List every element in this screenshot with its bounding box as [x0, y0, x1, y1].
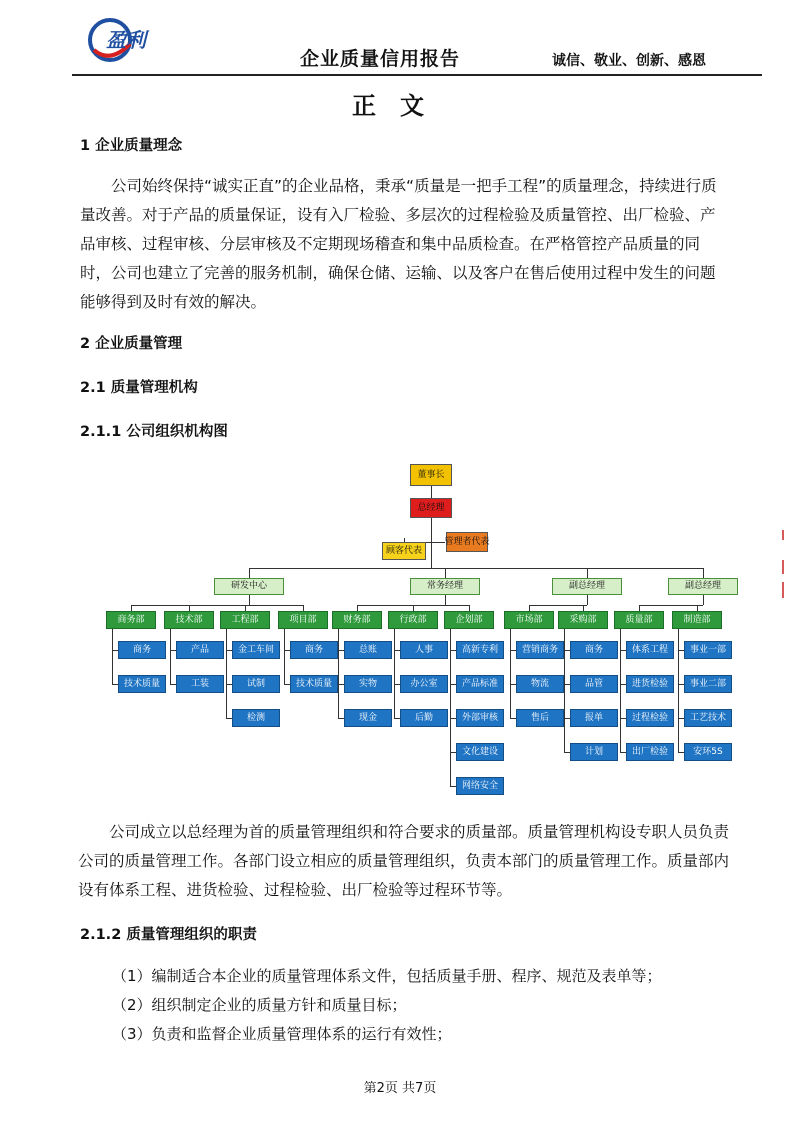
section-1-title: 1 企业质量理念 [80, 138, 183, 154]
org-connector [131, 605, 303, 606]
org-dept-3-unit-1: 金工车间 [232, 641, 280, 659]
org-connector [445, 568, 446, 578]
org-dept-7-unit-5: 网络安全 [456, 777, 504, 795]
org-connector [639, 605, 703, 606]
org-center-3: 副总经理 [552, 578, 622, 595]
duty-item-2: （2）组织制定企业的质量方针和质量目标； [112, 996, 407, 1014]
org-dept-2-unit-1: 产品 [176, 641, 224, 659]
org-center-1: 研发中心 [214, 578, 284, 595]
section-2-1-2-title: 2.1.2 质量管理组织的职责 [80, 927, 257, 943]
company-motto: 诚信、敬业、创新、感恩 [552, 53, 706, 69]
org-connector [529, 605, 587, 606]
org-dept-10-unit-4: 出厂检验 [626, 743, 674, 761]
org-dept-5-unit-1: 总账 [344, 641, 392, 659]
org-dept-7-unit-2: 产品标准 [456, 675, 504, 693]
section-2-title: 2 企业质量管理 [80, 336, 183, 352]
org-dept-8-unit-3: 售后 [516, 709, 564, 727]
org-dept-5-unit-2: 实物 [344, 675, 392, 693]
org-dept-6: 行政部 [388, 611, 438, 629]
org-connector [112, 629, 113, 684]
duty-item-1: （1）编制适合本企业的质量管理体系文件，包括质量手册、程序、规范及表单等； [112, 967, 662, 985]
org-dept-6-unit-1: 人事 [400, 641, 448, 659]
org-dept-3: 工程部 [220, 611, 270, 629]
org-connector [587, 595, 588, 605]
org-dept-11-unit-4: 安环5S [684, 743, 732, 761]
org-dept-11-unit-2: 事业二部 [684, 675, 732, 693]
org-connector [249, 595, 250, 605]
org-connector [226, 629, 227, 718]
page-number: 第2页 共7页 [363, 1081, 437, 1096]
org-connector [431, 486, 432, 498]
section-2-1-title: 2.1 质量管理机构 [80, 380, 198, 396]
org-customer-rep: 顾客代表 [382, 542, 426, 560]
org-dept-9-unit-3: 报单 [570, 709, 618, 727]
section-1-paragraph: 公司始终保持“诚实正直”的企业品格，秉承“质量是一把手工程”的质量理念，持续进行质量改善。对于产品的质量保证，设有入厂检验、多层次的过程检验及质量管控、出厂检验、产品审核、过程审核、分层审核及不定期现场稽查和集中品质检查。在严格管控产品质量的同时，公司也建立了完善的服务机制，确保仓储、运输、以及客户在售后使用过程中发生的问题能够得到及时有效的解决。 [80, 177, 717, 311]
org-connector [564, 629, 565, 752]
org-connector [338, 629, 339, 718]
org-connector [703, 595, 704, 605]
org-dept-6-unit-3: 后勤 [400, 709, 448, 727]
org-dept-2-unit-2: 工装 [176, 675, 224, 693]
org-dept-8-unit-2: 物流 [516, 675, 564, 693]
org-dept-11-unit-1: 事业一部 [684, 641, 732, 659]
org-dept-10: 质量部 [614, 611, 664, 629]
org-dept-8-unit-1: 营销商务 [516, 641, 564, 659]
org-dept-7-unit-3: 外部审核 [456, 709, 504, 727]
logo-text: 盈利 [106, 28, 146, 52]
org-management-rep: 管理者代表 [446, 532, 488, 552]
org-general-manager: 总经理 [410, 498, 452, 518]
org-connector [431, 518, 432, 568]
org-connector [620, 629, 621, 752]
org-dept-9: 采购部 [558, 611, 608, 629]
org-center-2: 常务经理 [410, 578, 480, 595]
org-connector [170, 629, 171, 684]
org-dept-11: 制造部 [672, 611, 722, 629]
org-connector [450, 629, 451, 786]
org-dept-10-unit-1: 体系工程 [626, 641, 674, 659]
org-dept-10-unit-2: 进货检验 [626, 675, 674, 693]
org-connector [587, 568, 588, 578]
org-dept-3-unit-2: 试制 [232, 675, 280, 693]
org-dept-7: 企划部 [444, 611, 494, 629]
org-dept-1-unit-1: 商务 [118, 641, 166, 659]
org-dept-4-unit-1: 商务 [290, 641, 338, 659]
org-dept-5-unit-3: 现金 [344, 709, 392, 727]
org-connector [445, 595, 446, 605]
org-center-4: 副总经理 [668, 578, 738, 595]
org-dept-9-unit-2: 品管 [570, 675, 618, 693]
seal-edge-mark [779, 530, 787, 600]
org-dept-9-unit-1: 商务 [570, 641, 618, 659]
org-dept-5: 财务部 [332, 611, 382, 629]
org-connector [510, 629, 511, 718]
org-dept-4: 项目部 [278, 611, 328, 629]
org-chart [96, 458, 736, 808]
org-dept-1: 商务部 [106, 611, 156, 629]
document-title: 企业质量信用报告 [300, 48, 461, 70]
org-connector [703, 568, 704, 578]
duty-item-3: （3）负责和监督企业质量管理体系的运行有效性； [112, 1025, 452, 1043]
org-dept-11-unit-3: 工艺技术 [684, 709, 732, 727]
org-connector [678, 629, 679, 752]
company-logo [86, 14, 186, 64]
org-dept-9-unit-4: 计划 [570, 743, 618, 761]
section-2-1-1-title: 2.1.1 公司组织机构图 [80, 424, 228, 440]
org-chairman: 董事长 [410, 464, 452, 486]
org-dept-6-unit-2: 办公室 [400, 675, 448, 693]
org-dept-7-unit-1: 高新专利 [456, 641, 504, 659]
header-divider [72, 74, 762, 76]
org-connector [249, 568, 703, 569]
org-connector [404, 538, 405, 542]
main-heading: 正文 [352, 92, 448, 120]
org-dept-1-unit-2: 技术质量 [118, 675, 166, 693]
section-2-1-1-paragraph: 公司成立以总经理为首的质量管理组织和符合要求的质量部。质量管理机构设专职人员负责公司的质量管理工作。各部门设立相应的质量管理组织，负责本部门的质量管理工作。质量部内设有体系工程、进货检验、过程检验、出厂检验等过程环节等。 [78, 823, 730, 899]
org-connector [394, 629, 395, 718]
org-dept-7-unit-4: 文化建设 [456, 743, 504, 761]
org-dept-3-unit-3: 检测 [232, 709, 280, 727]
org-connector [249, 568, 250, 578]
org-dept-4-unit-2: 技术质量 [290, 675, 338, 693]
org-dept-10-unit-3: 过程检验 [626, 709, 674, 727]
org-dept-2: 技术部 [164, 611, 214, 629]
org-dept-8: 市场部 [504, 611, 554, 629]
org-connector [284, 629, 285, 684]
